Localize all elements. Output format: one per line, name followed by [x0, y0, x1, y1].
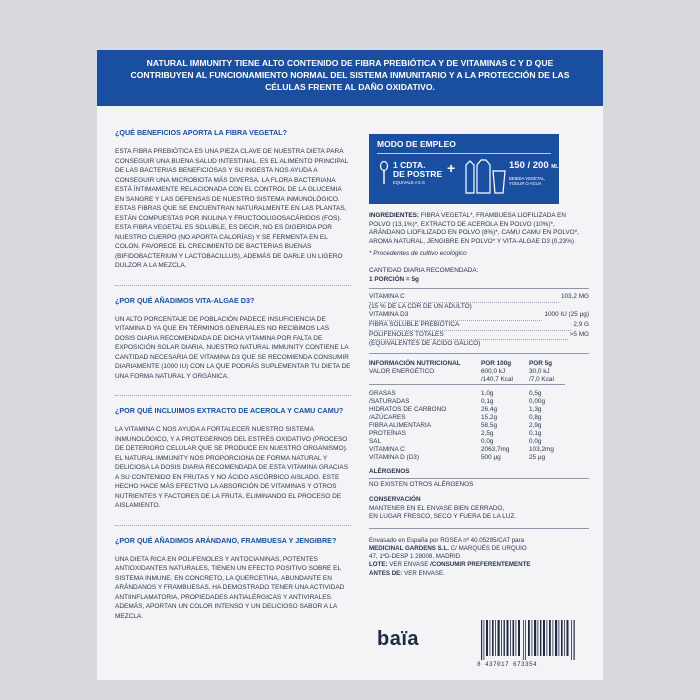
- daily-row: [369, 331, 589, 341]
- nutrient-name: HIDRATOS DE CARBONO: [369, 405, 447, 413]
- volume-note: [509, 176, 545, 186]
- packer-line: [369, 545, 589, 553]
- table-row: [369, 430, 565, 438]
- banner-line: CONTRIBUYEN AL FUNCIONAMIENTO NORMAL DEL SISTEMA INMUNITARIO Y A LA PROTECCIÓN DE LAS: [130, 70, 570, 81]
- nutrient-value: 103,2mg: [529, 445, 554, 453]
- volume-note-line: BEBIDA VEGETAL,: [509, 176, 546, 181]
- dose-note: EQUIVALE A 5 G: [393, 180, 426, 185]
- divider: [369, 478, 589, 479]
- ingredients: [369, 212, 589, 246]
- lot-line: [369, 561, 589, 569]
- banner-line: CÉLULAS FRENTE AL DAÑO OXIDATIVO.: [265, 82, 435, 93]
- info-column: [115, 128, 351, 635]
- packer-info: [369, 537, 589, 578]
- nutrition-table: [369, 360, 565, 462]
- nutrient-value: 0,0g: [481, 437, 494, 445]
- ingredients-label: INGREDIENTES:: [369, 212, 420, 219]
- nutrient-value: 2,9g: [529, 421, 542, 429]
- column-header: POR 100g: [481, 359, 512, 367]
- nutrient-value: 15,2g: [481, 413, 497, 421]
- daily-row: [369, 321, 589, 331]
- usage-box: [369, 134, 559, 204]
- divider: [115, 525, 351, 526]
- nutrient-name: VITAMINA D (D3): [369, 453, 419, 461]
- nutrient-name: /AZÚCARES: [369, 413, 406, 421]
- nutrient-value: 0,1g: [481, 397, 494, 405]
- value-line: /140,7 Kcal: [481, 375, 513, 383]
- value-line: /7,0 Kcal: [529, 375, 554, 383]
- best-before-label: /CONSUMIR PREFERENTEMENTE: [430, 561, 531, 569]
- drinks-icon: [463, 157, 507, 195]
- volume-note-line: YOGUR O AGUA: [509, 181, 542, 186]
- volume-amount: [509, 162, 559, 172]
- lot-value: VER ENVASE: [389, 561, 429, 569]
- nutrient-value: 26,4g: [481, 405, 497, 413]
- nutrient-value: 0,1g: [529, 429, 542, 437]
- nutrient-value: 2,5g: [481, 429, 494, 437]
- nutrient-name: SAL: [369, 437, 382, 445]
- nutrient-value: 58,5g: [481, 421, 497, 429]
- section-title: ¿POR QUÉ AÑADIMOS ARÁNDANO, FRAMBUESA Y JENGIBRE?: [115, 535, 337, 545]
- plus-sign: +: [447, 160, 456, 176]
- daily-name: VITAMINA C: [369, 293, 559, 303]
- brand-logo: baïa: [377, 628, 420, 650]
- daily-row: [369, 311, 589, 321]
- table-header-row: [369, 360, 565, 368]
- organic-note: * Procedentes de cultivo ecológico: [369, 250, 467, 258]
- section-text: ESTA FIBRA PREBIÓTICA ES UNA PIEZA CLAVE DE NUESTRA DIETA PARA CONSEGUIR UNA BUENA SALUD INTESTINAL. ES EL ALIMENTO PRINCIPAL DE LAS BACTERIAS BENEFICIOSAS Y SU INGESTA NOS AYUDA A CONSEGUIR UNA MICROBIOTA MÁS DIVERSA. LA FLORA BACTERIANA ESTÁ ÍNTIMAMENTE RELACIONADA CON EL CONTROL DE LA GLUCEMIA EN SANGRE Y LAS DEFENSAS DE NUESTRO SISTEMA INMUNOLÓGICO. ESTAS FIBRAS QUE SE ENCUENTRAN NATURALMENTE EN LAS PLANTAS, ESTÁN COMPUESTAS POR INULINA Y FRUCTOOLIGOSACÁRIDOS (FOS). ESTA FIBRA VEGETAL ES SOLUBLE, ES DECIR, NO ES DIGERIDA POR NUESTRO CUERPO (NO APORTA CALORÍAS) Y SE FERMENTA EN EL COLON. FAVORECE EL CRECIMIENTO DE BACTERIAS BUENAS (BIFIDOBACTERIUM Y LACTOBACILLUS), ADEMÁS DE DARLE UN LIGERO DULZOR A LA MEZCLA.: [115, 148, 348, 269]
- daily-value: 1000 IU (25 µg): [544, 311, 589, 319]
- conservation-line: MANTENER EN EL ENVASE BIEN CERRADO,: [369, 504, 505, 512]
- table-row: [369, 390, 565, 398]
- nutrient-value: 500 µg: [481, 453, 501, 461]
- product-facts-column: [369, 134, 589, 578]
- nutrient-name: GRASAS: [369, 389, 396, 397]
- daily-name: (EQUIVALENTES DE ÁCIDO GÁLICO): [369, 340, 481, 348]
- value-line: 600,0 kJ: [481, 367, 506, 375]
- divider: [115, 285, 351, 286]
- allergens-text: NO EXISTEN OTROS ALÉRGENOS: [369, 481, 474, 489]
- daily-amount-label: CANTIDAD DIARIA RECOMENDADA:: [369, 266, 479, 274]
- daily-row: [369, 293, 589, 303]
- daily-name: VITAMINA D3: [369, 311, 542, 321]
- table-row: [369, 406, 565, 414]
- daily-name: POLIFENOLES TOTALES: [369, 331, 568, 341]
- divider: [115, 395, 351, 396]
- best-before-line: [369, 570, 589, 578]
- nutrient-value: 0,00g: [529, 397, 545, 405]
- section-text: LA VITAMINA C NOS AYUDA A FORTALECER NUESTRO SISTEMA INMUNOLÓGICO, Y A PROTEGERNOS DEL ESTRÉS OXIDATIVO (PROCESO DE DETERIORO CELULAR QUE SE PRODUCE EN NUESTRO ORGANISMO). EL NATURAL IMMUNITY NOS PROPORCIONA DE FORMA NATURAL Y DELICIOSA LA DOSIS DIARIA RECOMENDADA DE ESTA VITAMINA GRACIAS A SU CONTENIDO EN FRUTAS Y NO ÁCIDO ASCÓRBICO AISLADO. ESTE HECHO HACE MÁS EFECTIVO LA ABSORCIÓN DE VITAMINAS Y OTROS NUTRIENTES Y FACTORES DE LA FRUTA, ELIMINANDO EL PROCESO DE AISLAMIENTO.: [115, 426, 349, 509]
- table-row: [369, 446, 565, 454]
- table-row: [369, 454, 565, 462]
- nutrient-value: 1,0g: [481, 389, 494, 397]
- dose-line: 1 CDTA.: [393, 160, 426, 170]
- best-before-value: VER ENVASE.: [404, 569, 445, 577]
- nutrient-value: [481, 368, 529, 385]
- daily-value: >5 MG: [569, 330, 589, 338]
- label-panel: [97, 50, 603, 680]
- conservation-line: EN LUGAR FRESCO, SECO Y FUERA DE LA LUZ.: [369, 513, 517, 521]
- packer-line: Envasado en España por RGSEA nº 40.05295/CAT para: [369, 536, 525, 544]
- section-title: ¿POR QUÉ INCLUIMOS EXTRACTO DE ACEROLA Y CAMU CAMU?: [115, 406, 344, 415]
- usage-title: MODO DE EMPLEO: [377, 139, 456, 149]
- divider: [369, 288, 589, 289]
- section-text: UN ALTO PORCENTAJE DE POBLACIÓN PADECE INSUFICIENCIA DE VITAMINA D YA QUE EN TÉRMINOS GENERALES NO RECIBIMOS LAS DOSIS DIARIA RECOMENDADA DE DICHA VITAMINA POR FALTA DE EXPOSICIÓN SOLAR DIARIA. NUESTRO NATURAL IMMUNITY CONTIENE LA CANTIDAD NECESARIA DE VITAMINA D3 QUE SE RECOMIENDA CONSUMIR DIARIAMENTE (1000 IU) CON LA QUE PODRÁS SUPLEMENTAR TU DIETA DE UNA FORMA NATURAL Y ORGÁNICA.: [115, 315, 351, 380]
- column-header: POR 5g: [529, 359, 553, 367]
- divider: [377, 153, 551, 154]
- daily-value: 2,9 G: [573, 320, 589, 328]
- table-row: [369, 438, 565, 446]
- daily-name: FIBRA SOLUBLE PREBIÓTICA: [369, 321, 571, 331]
- table-row: [369, 414, 565, 422]
- ingredients-text: FIBRA VEGETAL*, FRAMBUESA LIOFILIZADA EN POLVO (13,1%)*, EXTRACTO DE ACEROLA EN POLVO (10%)*, ARÁNDANO LIOFILIZADO EN POLVO (8%)*, CAMU CAMU EN POLVO*, AROMA NATURAL, JENGIBRE EN POLVO* Y VITA-ALGAE D3 (0,23%): [369, 212, 579, 245]
- barcode-number: 8 437017 673354: [477, 661, 538, 668]
- banner-line: NATURAL IMMUNITY TIENE ALTO CONTENIDO DE FIBRA PREBIÓTICA Y DE VITAMINAS C Y D QUE: [146, 58, 554, 68]
- daily-name: (15 % DE LA CDR DE UN ADULTO): [369, 302, 472, 310]
- nutrient-value: 2063,7mg: [481, 445, 510, 453]
- table-row: [369, 422, 565, 430]
- nutrient-name: PROTEÍNAS: [369, 429, 406, 437]
- nutrient-value: 1,3g: [529, 405, 542, 413]
- allergens-title: ALÉRGENOS: [369, 467, 410, 475]
- nutrient-value: 25 µg: [529, 453, 546, 461]
- spoon-icon: [379, 161, 389, 185]
- column-header: INFORMACIÓN NUTRICIONAL: [369, 359, 461, 367]
- nutrient-name: /SATURADAS: [369, 397, 410, 405]
- best-before-label-2: ANTES DE:: [369, 569, 403, 577]
- nutrient-name: VALOR ENERGÉTICO: [369, 367, 435, 375]
- conservation-title: CONSERVACIÓN: [369, 495, 421, 503]
- dose-line: DE POSTRE: [393, 169, 443, 179]
- nutrient-value: [529, 368, 565, 385]
- daily-value: 103,2 MG: [560, 293, 589, 301]
- nutrient-value: 0,0g: [529, 437, 542, 445]
- table-row: [369, 368, 565, 385]
- dose-amount: [393, 161, 442, 179]
- nutrient-name: FIBRA ALIMENTARIA: [369, 421, 432, 429]
- daily-row: [369, 303, 589, 312]
- packer-address: C/ MARQUÉS DE URQUIO: [450, 544, 527, 552]
- claim-banner: [97, 50, 603, 106]
- nutrient-name: VITAMINA C: [369, 445, 405, 453]
- packer-line: 47, 1ºD-DESP 1 28008, MADRID: [369, 553, 461, 561]
- barcode-icon: [479, 620, 579, 660]
- nutrient-value: 0,8g: [529, 413, 542, 421]
- divider: [369, 528, 589, 529]
- section-text: UNA DIETA RICA EN POLIFENOLES Y ANTOCIANINAS, POTENTES ANTIOXIDANTES NATURALES, TIENEN UN EFECTO POSITIVO SOBRE EL SISTEMA INMUNE. EN CONCRETO, LA QUERCETINA, ABUNDANTE EN ARÁNDANOS Y FRAMBUESAS, HA DEMOSTRADO TENER UNA ACTIVIDAD ANTIINFLAMATORIA, PROPIEDADES ANTIALÉRGICAS Y ANTIVIRALES. ADEMÁS, APORTAN UN COLOR INTENSO Y UN DELICIOSO SABOR A LA MEZCLA.: [115, 555, 345, 620]
- lot-label: LOTE:: [369, 561, 388, 569]
- table-row: [369, 398, 565, 406]
- daily-row: [369, 340, 589, 349]
- nutrient-value: 0,5g: [529, 389, 542, 397]
- volume-value: 150 / 200: [509, 160, 549, 171]
- volume-unit: ML: [551, 164, 559, 170]
- section-title: ¿QUÉ BENEFICIOS APORTA LA FIBRA VEGETAL?: [115, 128, 287, 137]
- section-title: ¿POR QUÉ AÑADIMOS VITA-ALGAE D3?: [115, 295, 255, 305]
- company-name: MEDICINAL GARDENS S.L.: [369, 544, 449, 552]
- daily-values-list: [369, 293, 589, 349]
- portion-size: 1 PORCIÓN = 5g: [369, 275, 419, 283]
- value-line: 30,0 kJ: [529, 367, 550, 375]
- divider: [369, 353, 589, 354]
